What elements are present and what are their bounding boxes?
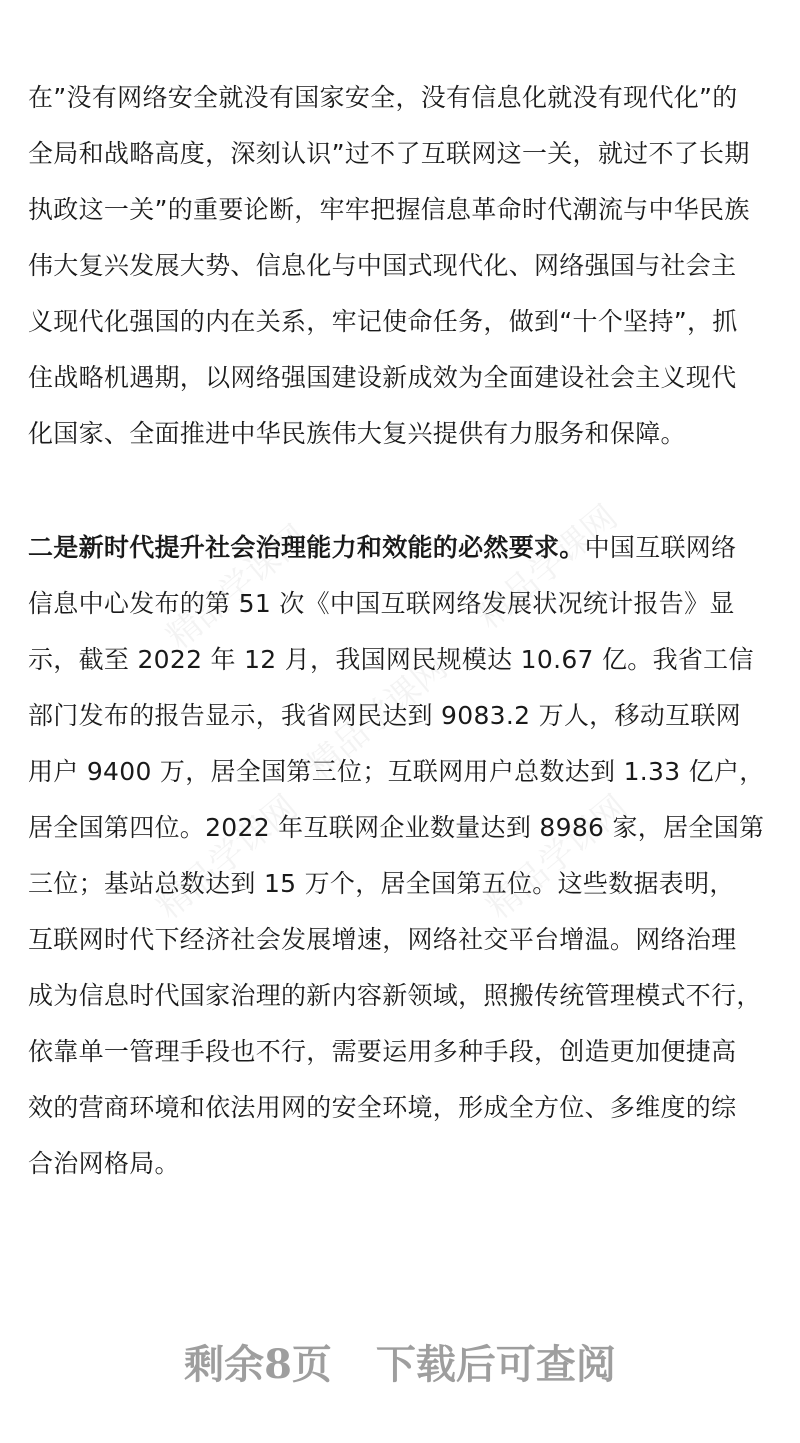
paragraph-line: 成为信息时代国家治理的新内容新领域，照搬传统管理模式不行， [28, 981, 762, 1010]
download-prompt-banner[interactable] [0, 1335, 800, 1395]
paragraph-line: 示，截至 2022 年 12 月，我国网民规模达 10.67 亿。我省工信 [28, 645, 754, 674]
watermark-text: 精品学课网 [159, 517, 316, 658]
paragraph-line: 化国家、全面推进中华民族伟大复兴提供有力服务和保障。 [28, 419, 686, 448]
paragraph-line: 依靠单一管理手段也不行，需要运用多种手段，创造更加便捷高 [28, 1037, 737, 1066]
paragraph-lead-continuation: 中国互联网络 [584, 533, 737, 562]
paragraph-first-line [28, 520, 778, 576]
watermark-text: 精品学课网 [299, 647, 456, 788]
paragraph-lead-heading: 二是新时代提升社会治理能力和效能的必然要求。 [28, 533, 585, 562]
body-paragraph-2 [28, 520, 778, 1192]
paragraph-line: 伟大复兴发展大势、信息化与中国式现代化、网络强国与社会主 [28, 251, 737, 280]
paragraph-line: 互联网时代下经济社会发展增速，网络社交平台增温。网络治理 [28, 925, 737, 954]
paragraph-line: 信息中心发布的第 51 次《中国互联网络发展状况统计报告》显 [28, 589, 735, 618]
paragraph-line: 部门发布的报告显示，我省网民达到 9083.2 万人，移动互联网 [28, 701, 741, 730]
paragraph-line: 执政这一关”的重要论断，牢牢把握信息革命时代潮流与中华民族 [28, 195, 750, 224]
watermark-text: 精品学课网 [149, 787, 306, 928]
paragraph-line: 三位；基站总数达到 15 万个，居全国第五位。这些数据表明， [28, 869, 735, 898]
watermark-text: 精品学课网 [479, 787, 636, 928]
paragraph-line: 用户 9400 万，居全国第三位；互联网用户总数达到 1.33 亿户， [28, 757, 765, 786]
watermark-text: 精品学课网 [469, 497, 626, 638]
paragraph-line: 在”没有网络安全就没有国家安全，没有信息化就没有现代化”的 [28, 83, 738, 112]
body-paragraph-1 [28, 70, 778, 462]
paragraph-line: 效的营商环境和依法用网的安全环境，形成全方位、多维度的综 [28, 1093, 737, 1122]
paragraph-line: 全局和战略高度，深刻认识”过不了互联网这一关，就过不了长期 [28, 139, 750, 168]
download-to-view-label[interactable]: 下载后可查阅 [375, 1341, 616, 1388]
remaining-pages-label[interactable]: 剩余8页 [184, 1341, 332, 1388]
paragraph-line: 住战略机遇期，以网络强国建设新成效为全面建设社会主义现代 [28, 363, 737, 392]
paragraph-line: 义现代化强国的内在关系，牢记使命任务，做到“十个坚持”，抓 [28, 307, 738, 336]
paragraph-line: 居全国第四位。2022 年互联网企业数量达到 8986 家，居全国第 [28, 813, 765, 842]
paragraph-line: 合治网格局。 [28, 1149, 180, 1178]
